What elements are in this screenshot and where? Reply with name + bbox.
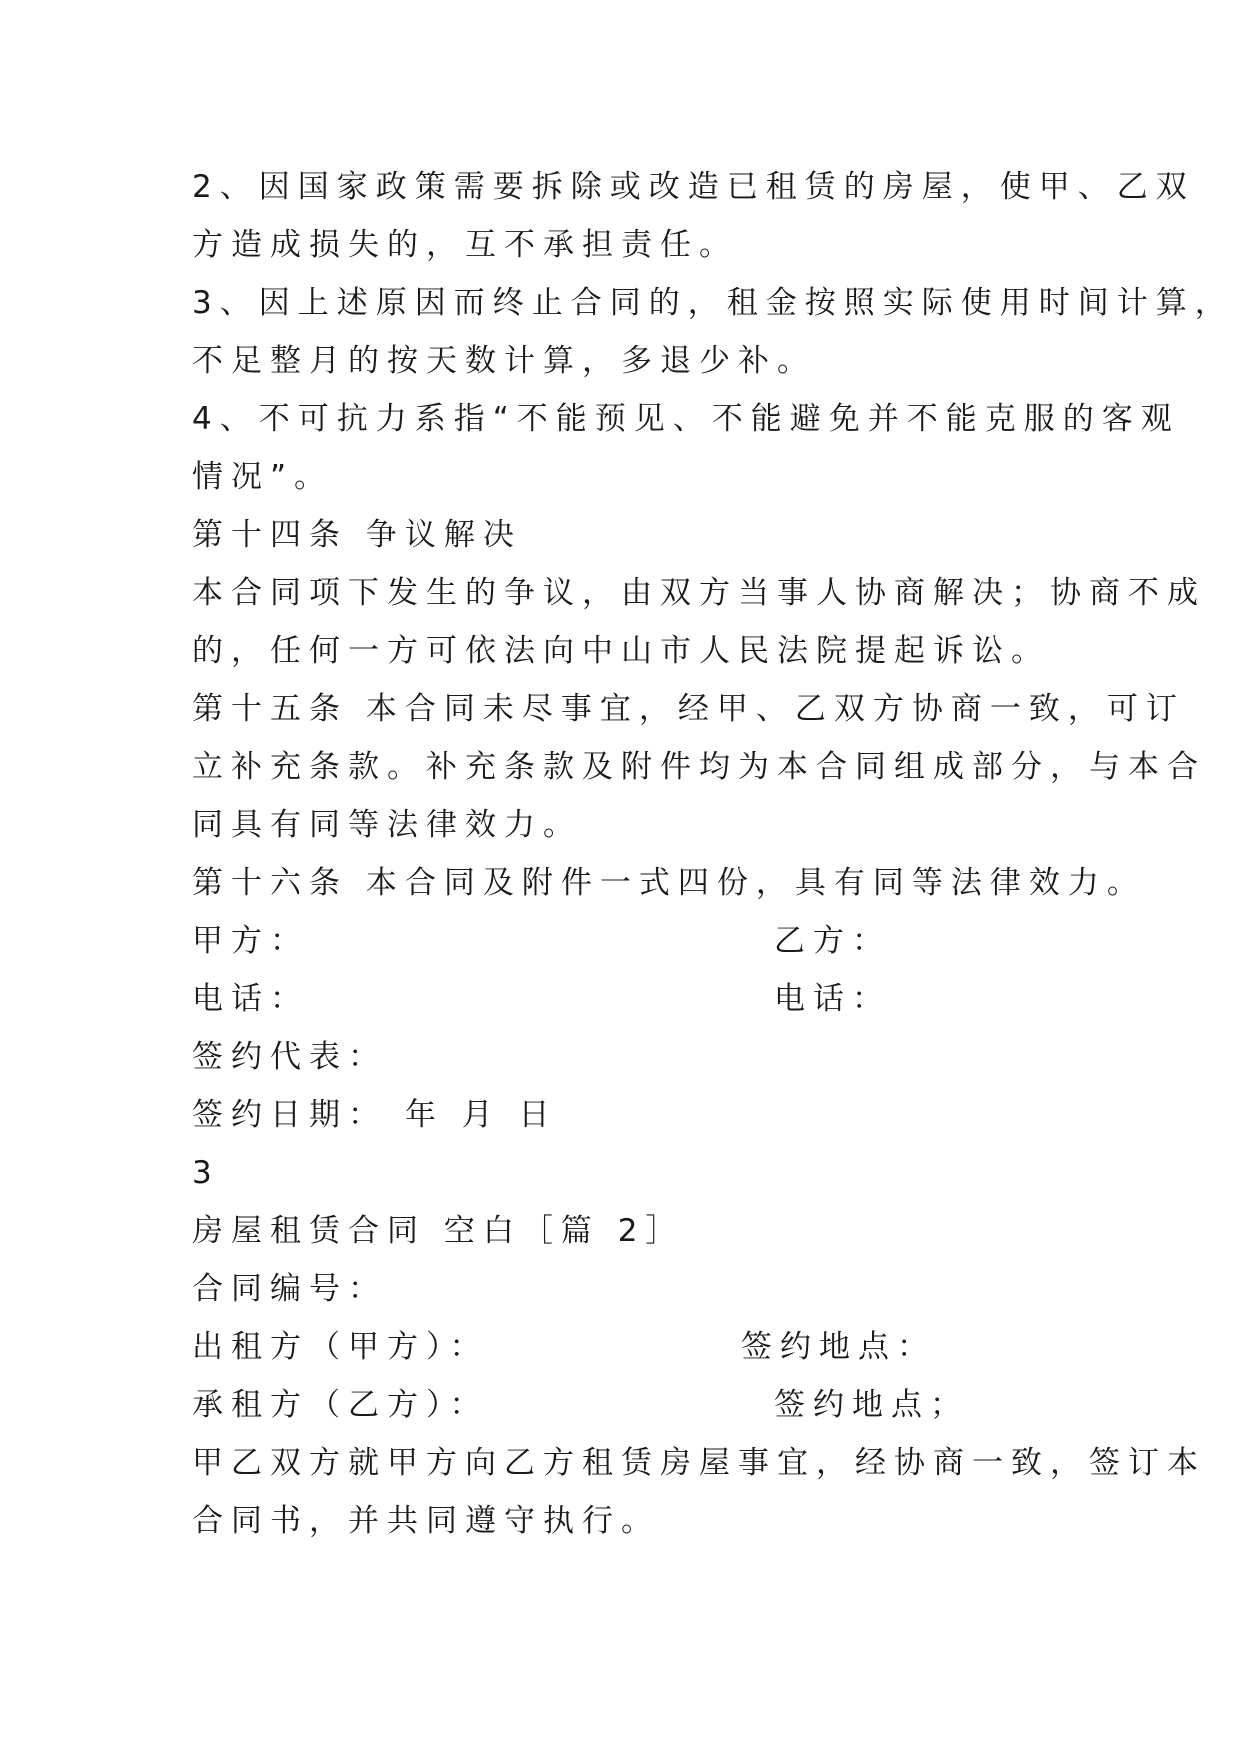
clause-text-line: 不足整月的按天数计算，多退少补。: [192, 343, 816, 379]
signing-representative-label: 签约代表：: [192, 1039, 387, 1075]
signing-place-label: 签约地点；: [774, 1387, 969, 1423]
party-a-label: 甲方：: [192, 923, 309, 959]
clause-text-line: 2、因国家政策需要拆除或改造已租赁的房屋，使甲、乙双: [192, 169, 1195, 205]
clause-text-line: 合同书，并共同遵守执行。: [192, 1503, 660, 1539]
party-a-phone-label: 电话：: [192, 981, 309, 1017]
article-heading: 第十四条 争议解决: [192, 517, 522, 553]
clause-text-line: 同具有同等法律效力。: [192, 807, 582, 843]
lessee-row: [192, 1376, 1072, 1434]
clause-text-line: 第十六条 本合同及附件一式四份，具有同等法律效力。: [192, 865, 1146, 901]
signing-date-label: 签约日期： 年 月 日: [192, 1097, 558, 1133]
clause-text-line: 4、不可抗力系指“不能预见、不能避免并不能克服的客观: [192, 401, 1180, 437]
clause-text-line: 情况”。: [192, 459, 334, 495]
clause-text-line: 第十五条 本合同未尽事宜，经甲、乙双方协商一致，可订: [192, 691, 1185, 727]
signature-party-row: [192, 912, 1072, 970]
signing-place-label: 签约地点：: [741, 1329, 936, 1365]
clause-text-line: 3、因上述原因而终止合同的，租金按照实际使用时间计算，: [192, 285, 1234, 321]
party-b-phone-label: 电话：: [774, 981, 891, 1017]
lessor-label: 出租方（甲方）：: [192, 1329, 489, 1365]
party-b-label: 乙方：: [774, 923, 891, 959]
document-page: [192, 158, 1234, 1550]
clause-text-line: 方造成损失的，互不承担责任。: [192, 227, 738, 263]
clause-text-line: 本合同项下发生的争议，由双方当事人协商解决；协商不成: [192, 575, 1206, 611]
lessee-label: 承租方（乙方）：: [192, 1387, 489, 1423]
signature-phone-row: [192, 970, 1072, 1028]
contract-number-label: 合同编号：: [192, 1271, 387, 1307]
clause-text-line: 立补充条款。补充条款及附件均为本合同组成部分，与本合: [192, 749, 1206, 785]
lessor-row: [192, 1318, 1072, 1376]
document-title: 房屋租赁合同 空白［篇 2］: [192, 1213, 685, 1249]
clause-text-line: 的，任何一方可依法向中山市人民法院提起诉讼。: [192, 633, 1050, 669]
clause-text-line: 甲乙双方就甲方向乙方租赁房屋事宜，经协商一致，签订本: [192, 1445, 1206, 1481]
page-number: 3: [192, 1155, 220, 1191]
